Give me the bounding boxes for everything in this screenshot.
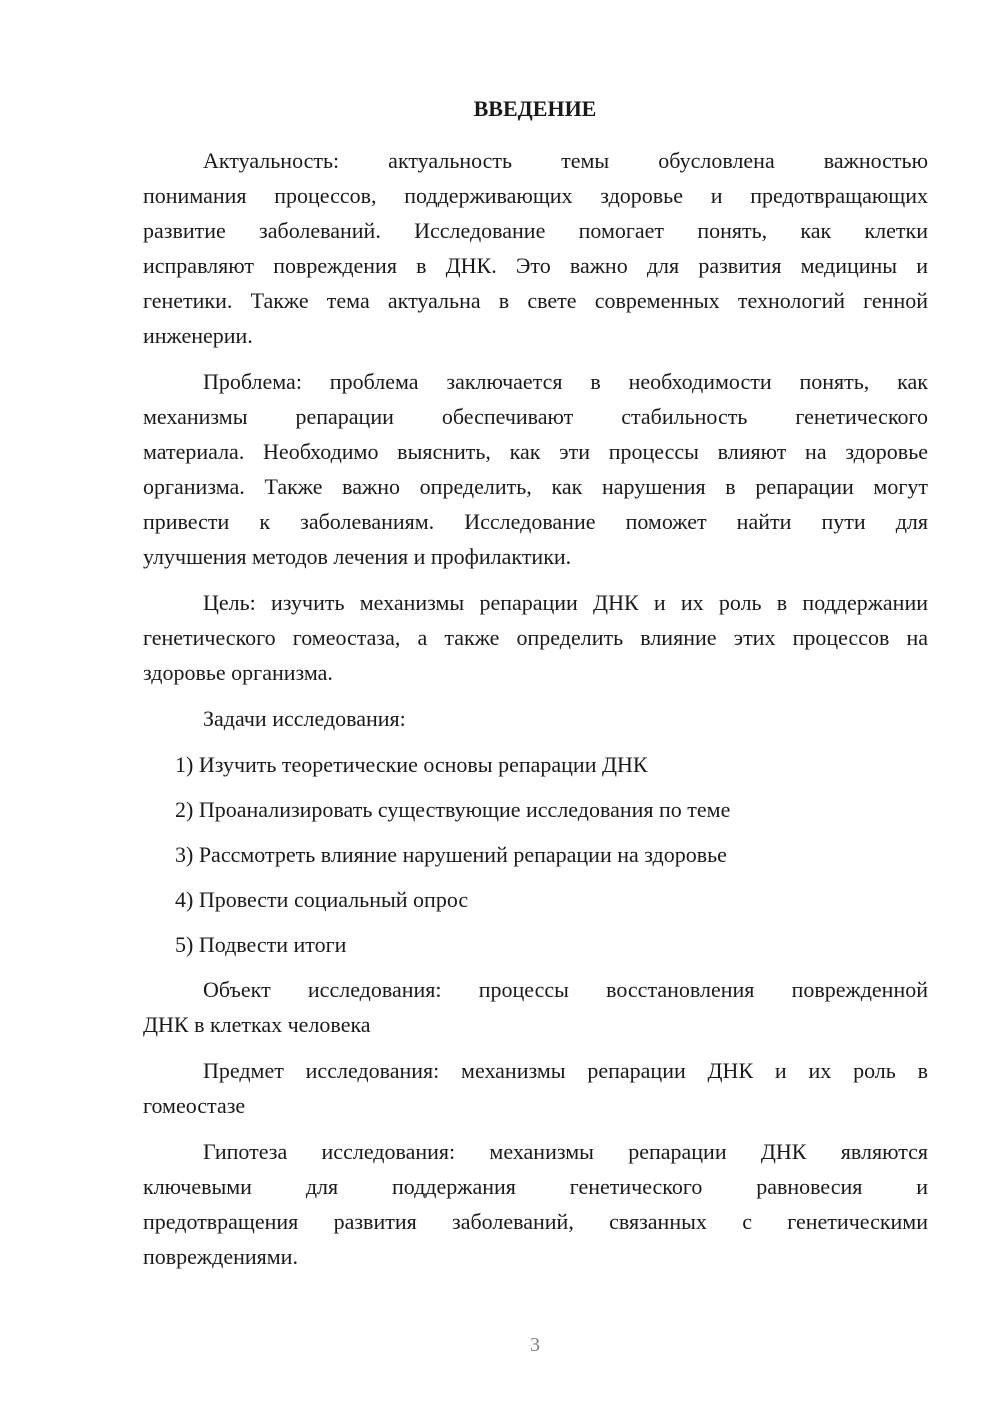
text-line: Гипотеза исследования: механизмы репарации ДНК являются bbox=[203, 1139, 928, 1164]
paragraph bbox=[143, 143, 928, 353]
paragraph bbox=[143, 1134, 928, 1274]
task-item: 5) Подвести итоги bbox=[175, 932, 347, 957]
page-number: 3 bbox=[530, 1334, 540, 1356]
text-line: ДНК в клетках человека bbox=[143, 1012, 371, 1037]
text-line: гомеостазе bbox=[143, 1093, 246, 1118]
text-line: здоровье организма. bbox=[143, 660, 333, 685]
text-line: Предмет исследования: механизмы репарации ДНК и их роль в bbox=[203, 1058, 928, 1083]
task-item: 3) Рассмотреть влияние нарушений репарации на здоровье bbox=[175, 842, 727, 867]
text-line: привести к заболеваниям. Исследование поможет найти пути для bbox=[143, 509, 928, 534]
text-line: понимания процессов, поддерживающих здоровье и предотвращающих bbox=[143, 183, 928, 208]
task-item: 4) Провести социальный опрос bbox=[175, 887, 469, 912]
paragraph bbox=[143, 972, 928, 1042]
text-line: исправляют повреждения в ДНК. Это важно для развития медицины и bbox=[143, 253, 928, 278]
page-title: ВВЕДЕНИЕ bbox=[473, 96, 597, 121]
text-line: организма. Также важно определить, как нарушения в репарации могут bbox=[143, 474, 928, 499]
text-line: Проблема: проблема заключается в необходимости понять, как bbox=[203, 369, 928, 394]
text-line: Актуальность: актуальность темы обусловлена важностью bbox=[203, 148, 928, 173]
text-line: Задачи исследования: bbox=[203, 706, 406, 731]
paragraph bbox=[143, 701, 928, 736]
research-paragraphs bbox=[143, 972, 928, 1274]
task-item: 1) Изучить теоретические основы репарации ДНК bbox=[175, 752, 648, 777]
text-line: механизмы репарации обеспечивают стабильность генетического bbox=[143, 404, 928, 429]
intro-paragraphs bbox=[143, 143, 928, 736]
paragraph bbox=[143, 585, 928, 690]
text-line: повреждениями. bbox=[143, 1244, 298, 1269]
text-line: улучшения методов лечения и профилактики. bbox=[143, 544, 572, 569]
text-line: материала. Необходимо выяснить, как эти процессы влияют на здоровье bbox=[143, 439, 928, 464]
text-line: Объект исследования: процессы восстановления поврежденной bbox=[203, 977, 928, 1002]
document-body bbox=[143, 143, 928, 1285]
paragraph bbox=[143, 1053, 928, 1123]
paragraph bbox=[143, 364, 928, 574]
task-item: 2) Проанализировать существующие исследования по теме bbox=[175, 797, 731, 822]
task-list bbox=[143, 747, 928, 962]
text-line: развитие заболеваний. Исследование помогает понять, как клетки bbox=[143, 218, 928, 243]
text-line: генетики. Также тема актуальна в свете современных технологий генной bbox=[143, 288, 928, 313]
text-line: предотвращения развития заболеваний, связанных с генетическими bbox=[143, 1209, 928, 1234]
text-line: генетического гомеостаза, а также определить влияние этих процессов на bbox=[143, 625, 928, 650]
text-line: ключевыми для поддержания генетического равновесия и bbox=[143, 1174, 928, 1199]
text-line: Цель: изучить механизмы репарации ДНК и их роль в поддержании bbox=[203, 590, 928, 615]
text-line: инженерии. bbox=[143, 323, 253, 348]
